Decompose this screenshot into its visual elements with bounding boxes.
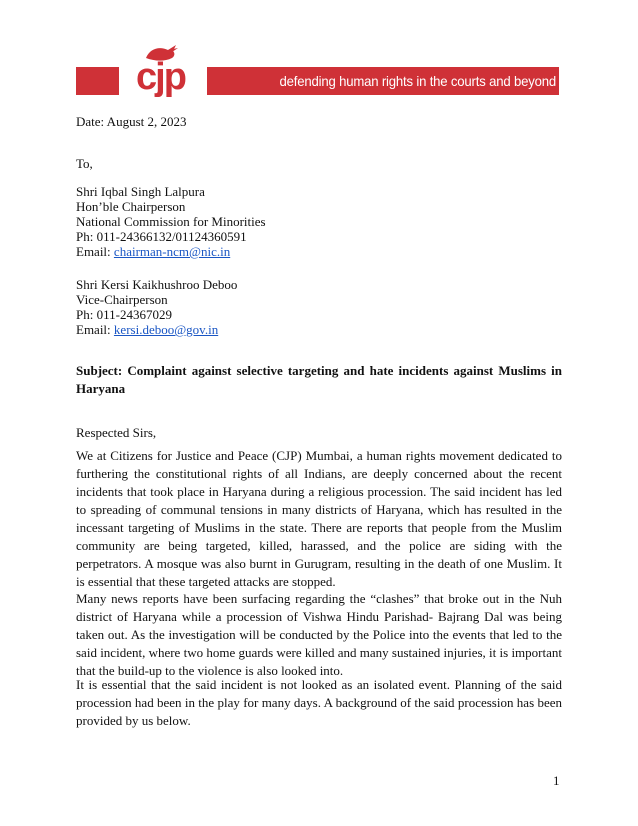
cjp-logo: cjp [136, 56, 185, 98]
recipient2-title: Vice-Chairperson [76, 292, 168, 307]
letterhead-band-left [76, 67, 119, 95]
paragraph-2: Many news reports have been surfacing regarding the “clashes” that broke out in the Nuh district of Haryana while a procession of Vishwa Hindu Parishad- Bajrang Dal was being taken out. As the investigation will be conducted by the Police into the events that led to the said incident, where two home guards were killed and many sustained injuries, it is important that the build-up to the violence is also looked into. [76, 591, 562, 678]
tagline: defending human rights in the courts and beyond [279, 73, 556, 89]
letterhead [0, 0, 638, 110]
recipient2-email-label: Email: [76, 322, 114, 337]
recipient1-email-link[interactable]: chairman-ncm@nic.in [113, 244, 231, 259]
recipient2-email-row [76, 322, 218, 338]
recipient2-phone: Ph: 011-24367029 [76, 307, 172, 322]
recipient2-name: Shri Kersi Kaikhushroo Deboo [76, 277, 238, 292]
recipient1-email-row [76, 244, 230, 260]
recipient1-title: Hon’ble Chairperson [76, 199, 186, 214]
recipient1-email-label: Email: [76, 244, 114, 259]
page-number: 1 [553, 773, 560, 788]
letter-subject: Subject: Complaint against selective targeting and hate incidents against Muslims in Haryana [76, 363, 562, 396]
recipient1-org: National Commission for Minorities [76, 214, 266, 229]
recipient1-phone: Ph: 011-24366132/01124360591 [76, 229, 247, 244]
paragraph-1: We at Citizens for Justice and Peace (CJP) Mumbai, a human rights movement dedicated to furthering the constitutional rights of all Indians, are deeply concerned about the recent incidents that took place in Haryana during a religious procession. The said incident has led to spreading of communal tensions in many districts of Haryana, which has resulted in the incessant targeting of Muslims in the state. There are reports that people from the Muslim community are being targeted, killed, harassed, and the police are siding with the perpetrators. A mosque was also burnt in Gurugram, resulting in the death of one Muslim. It is essential that these targeted attacks are stopped. [76, 448, 562, 589]
letter-to: To, [76, 156, 93, 171]
recipient2-email-link[interactable]: kersi.deboo@gov.in [113, 322, 219, 337]
paragraph-3: It is essential that the said incident is not looked as an isolated event. Planning of the said procession had been in the play for many days. A background of the said procession has been provided by us below. [76, 677, 562, 728]
letter-date: Date: August 2, 2023 [76, 114, 187, 129]
recipient1-name: Shri Iqbal Singh Lalpura [76, 184, 205, 199]
salutation: Respected Sirs, [76, 425, 157, 440]
